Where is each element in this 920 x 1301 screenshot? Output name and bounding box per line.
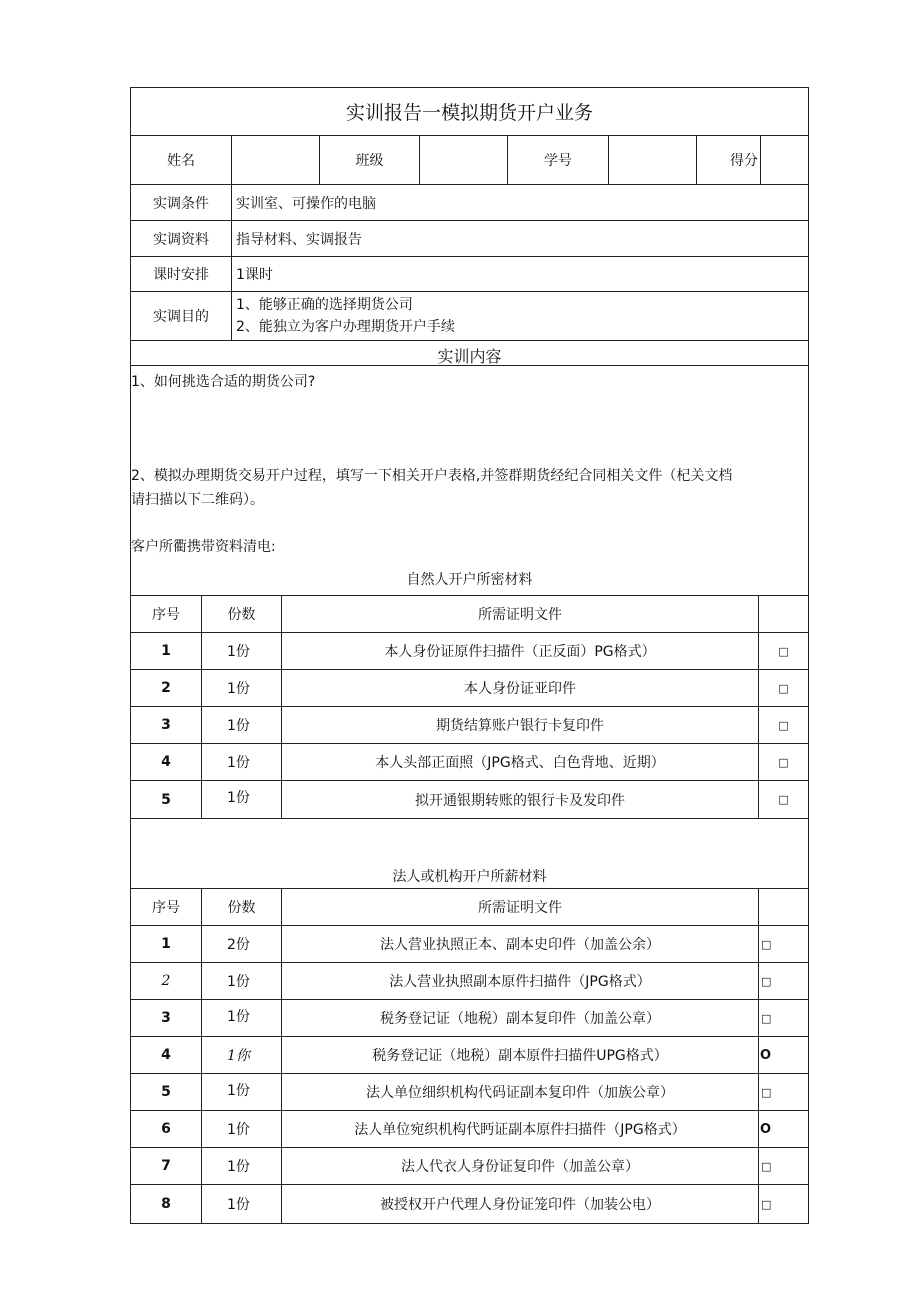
info-label: 实调目的 — [131, 292, 232, 340]
row-no: 7 — [131, 1148, 202, 1184]
section-title-row — [131, 341, 808, 366]
info-row-schedule — [131, 257, 808, 292]
row-no: 2 — [131, 963, 202, 999]
table-row — [131, 1111, 808, 1148]
info-value: 指导材料、实调报告 — [236, 231, 362, 248]
info-label: 课时安排 — [131, 257, 232, 291]
row-no: 2 — [131, 670, 202, 706]
row-no: 1 — [131, 633, 202, 669]
row-count: 1份 — [202, 963, 282, 999]
table-row — [131, 926, 808, 963]
header-check — [759, 889, 808, 925]
table-row — [131, 1148, 808, 1185]
natural-table-header — [131, 596, 808, 633]
question-1: 1、如何挑选合适的期货公司? — [131, 374, 316, 390]
row-checkbox[interactable]: □ — [778, 718, 789, 732]
question-2-line-1: 2、模拟办理期货交易开户过程，填写一下相关开户表格,并签群期货经纪合同相关文件（杞关文档 — [131, 468, 733, 484]
row-checkbox[interactable]: □ — [778, 793, 789, 806]
header-no: 序号 — [131, 889, 202, 925]
info-row-objective — [131, 292, 808, 341]
page-title: 实训报告一模拟期货开户业务 — [345, 102, 593, 124]
row-count: 1份 — [202, 707, 282, 743]
info-row-conditions — [131, 185, 808, 221]
student-info-row — [131, 136, 808, 185]
student-no-field[interactable] — [609, 136, 697, 184]
info-value: 1课时 — [236, 267, 273, 283]
row-doc: 期货结算账户银行卡复印件 — [282, 707, 759, 743]
row-count: 1份 — [202, 1148, 282, 1184]
table-row — [131, 744, 808, 781]
table-row — [131, 1037, 808, 1074]
row-no: 4 — [131, 744, 202, 780]
student-no-label: 学号 — [508, 136, 609, 184]
row-doc: 法人营业执照副本原件扫描件（JPG格式） — [282, 963, 759, 999]
table-row — [131, 707, 808, 744]
objective-line-2: 2、能独立为客户办理期货开户手续 — [236, 319, 455, 335]
header-doc: 所需证明文件 — [282, 596, 759, 632]
row-checkbox[interactable]: □ — [778, 681, 789, 695]
row-count: 2份 — [202, 926, 282, 962]
row-count: 1份 — [202, 744, 282, 780]
header-no: 序号 — [131, 596, 202, 632]
row-doc: 税务登记证（地税）副本原件扫描件UPG格式） — [282, 1037, 759, 1073]
row-checkbox[interactable]: □ — [778, 644, 789, 658]
row-count: 1份 — [202, 1185, 282, 1223]
row-doc: 法人单位宛织机构代眄证副本原件扫描件（JPG格式） — [282, 1111, 759, 1147]
score-label: 得分 — [697, 136, 761, 184]
class-field[interactable] — [420, 136, 508, 184]
row-doc: 本人头部正面照（JPG格式、白色背地、近期） — [282, 744, 759, 780]
natural-caption: 自然人开户所密材料 — [406, 571, 533, 588]
materials-intro: 客户所衢携带资料清电: — [131, 539, 276, 555]
legal-caption: 法人或机构开户所薪材料 — [392, 869, 547, 885]
table-row — [131, 1000, 808, 1037]
row-checkbox[interactable]: O — [760, 1047, 772, 1063]
row-doc: 拟开通银期转账的银行卡及发印件 — [282, 781, 759, 818]
row-count: 1你 — [202, 1037, 282, 1073]
row-doc: 被授权开户代理人身份证笼印件（加装公电） — [282, 1185, 759, 1223]
row-no: 4 — [131, 1037, 202, 1073]
title-row — [131, 88, 808, 136]
row-checkbox[interactable]: □ — [761, 1011, 772, 1025]
row-checkbox[interactable]: □ — [761, 974, 772, 988]
info-value — [232, 292, 808, 340]
row-no: 3 — [131, 707, 202, 743]
table-row — [131, 781, 808, 819]
row-no: 8 — [131, 1185, 202, 1223]
info-label: 实调条件 — [131, 185, 232, 220]
row-no: 6 — [131, 1111, 202, 1147]
row-no: 1 — [131, 926, 202, 962]
row-checkbox[interactable]: □ — [761, 937, 772, 951]
row-checkbox[interactable]: □ — [761, 1159, 772, 1173]
table-row — [131, 633, 808, 670]
table-row — [131, 1074, 808, 1111]
row-count: 1份 — [202, 670, 282, 706]
row-no: 3 — [131, 1000, 202, 1036]
row-doc: 法人单位细织机构代码证副本复印件（加族公章） — [282, 1074, 759, 1110]
info-label: 实调资料 — [131, 221, 232, 256]
row-count: 1价 — [202, 1111, 282, 1147]
row-count: 1份 — [202, 781, 282, 818]
header-count: 份数 — [202, 889, 282, 925]
row-doc: 本人身份证亚印件 — [282, 670, 759, 706]
score-field[interactable] — [761, 136, 808, 184]
row-doc: 本人身份证原件扫描件（正反面）PG格式） — [282, 633, 759, 669]
row-checkbox[interactable]: □ — [778, 755, 789, 769]
header-check — [759, 596, 808, 632]
row-doc: 法人营业执照正本、副本史印件（加盖公余） — [282, 926, 759, 962]
report-form — [130, 87, 809, 1224]
class-label: 班级 — [320, 136, 420, 184]
row-no: 5 — [131, 781, 202, 818]
legal-caption-row — [131, 819, 808, 889]
info-value: 实训室、可操作的电脑 — [236, 195, 376, 212]
row-count: 1份 — [202, 1000, 282, 1036]
question-2-line-2: 请扫描以下二维码）。 — [131, 492, 264, 508]
table-row — [131, 1185, 808, 1223]
row-checkbox[interactable]: □ — [761, 1085, 772, 1099]
objective-line-1: 1、能够正确的选择期货公司 — [236, 297, 413, 313]
row-count: 1份 — [202, 633, 282, 669]
table-row — [131, 670, 808, 707]
info-row-materials — [131, 221, 808, 257]
header-doc: 所需证明文件 — [282, 889, 759, 925]
row-doc: 法人代衣人身份证复印件（加盖公章） — [282, 1148, 759, 1184]
table-row — [131, 963, 808, 1000]
row-doc: 税务登记证（地税）副本复印件（加盖公章） — [282, 1000, 759, 1036]
section-title: 实训内容 — [437, 347, 502, 366]
row-count: 1份 — [202, 1074, 282, 1110]
name-label: 姓名 — [131, 136, 232, 184]
row-checkbox[interactable]: O — [760, 1121, 772, 1137]
row-no: 5 — [131, 1074, 202, 1110]
header-count: 份数 — [202, 596, 282, 632]
row-checkbox[interactable]: □ — [761, 1197, 772, 1211]
natural-caption-row — [131, 562, 808, 596]
legal-table-header — [131, 889, 808, 926]
name-field[interactable] — [232, 136, 320, 184]
